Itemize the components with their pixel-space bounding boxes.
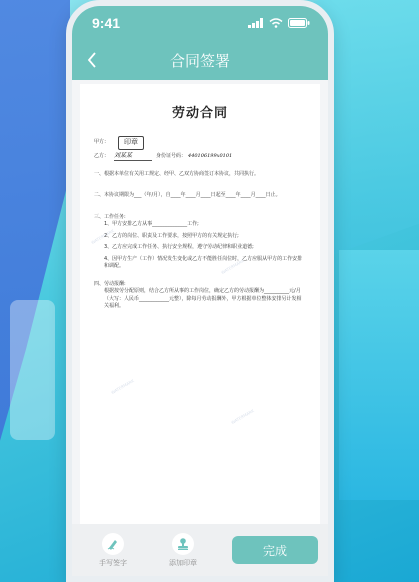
- party-b-signature: 刘某某: [114, 152, 133, 159]
- background-panel-right: [339, 250, 419, 500]
- bottom-toolbar: [72, 524, 328, 576]
- id-label: 身份证号码：: [156, 152, 187, 159]
- stamp-icon: [172, 533, 194, 555]
- back-arrow-icon[interactable]: [82, 50, 102, 70]
- handwrite-button[interactable]: [78, 533, 148, 568]
- done-button[interactable]: 完成: [232, 536, 318, 564]
- clause-3-item: 2、乙方的岗位、职责及工作要求，按照甲方的有关规定执行;: [104, 232, 239, 239]
- pen-icon: [102, 533, 124, 555]
- clause-1: 一、根据本单位有关用工规定、经甲、乙双方协商签订本协议，共同执行。: [94, 170, 260, 177]
- clause-3-item: 4、因甲方生产（工作）情况发生变化或乙方不能胜任岗位时，乙方应服从甲方的工作安排和调配。: [104, 255, 303, 269]
- clause-4-title: 四、劳动报酬:: [94, 280, 126, 287]
- id-signature[interactable]: 440106199x0101: [188, 152, 233, 159]
- party-a-row: [94, 136, 306, 150]
- status-icons: [248, 18, 310, 28]
- contract-document: [80, 84, 320, 534]
- handwrite-label: 手写签字: [99, 558, 127, 567]
- clause-3-item: 3、乙方应完成工作任务、执行安全规程，遵守劳动纪律和职业道德;: [104, 244, 254, 250]
- add-stamp-label: 添加印章: [169, 558, 197, 567]
- nav-bar: [72, 40, 328, 80]
- watermark: WATERMARK: [110, 378, 135, 396]
- party-b-row: [94, 150, 306, 164]
- party-a-label: 甲方：: [94, 138, 110, 145]
- party-b-label: 乙方：: [94, 152, 110, 159]
- phone-frame: [66, 0, 334, 582]
- battery-icon: [288, 18, 310, 28]
- status-bar: [72, 6, 328, 40]
- page-title: 合同签署: [169, 51, 230, 70]
- party-a-seal[interactable]: 印章: [118, 136, 144, 150]
- watermark: WATERMARK: [90, 228, 115, 246]
- clause-3-item: 1、甲方安排乙方从事______________工作;: [104, 221, 199, 227]
- signal-icon: [248, 18, 264, 28]
- clause-3-title: 三、工作任务:: [94, 213, 126, 220]
- watermark: WATERMARK: [230, 408, 255, 426]
- party-b-signature-field[interactable]: [114, 152, 152, 161]
- clause-2: 二、本协议期限为___（年/月），自____年____月____日起至____年____月____日止。: [94, 192, 281, 198]
- clause-4-text: 根据按劳分配原则，结合乙方所从事的工作岗位，确定乙方的劳动报酬为__________元/月（大写：人民币____________元整），除每月劳动报酬外，甲方根据单位整体安排另计发相关福利。: [104, 288, 302, 309]
- document-title: 劳动合同: [171, 106, 228, 121]
- background-decoration-left: [0, 0, 70, 582]
- add-stamp-button[interactable]: [148, 533, 218, 568]
- watermark: WATERMARK: [220, 258, 245, 276]
- wifi-icon: [269, 18, 283, 28]
- background-panel-left: [10, 300, 55, 440]
- status-time: 9:41: [92, 15, 121, 31]
